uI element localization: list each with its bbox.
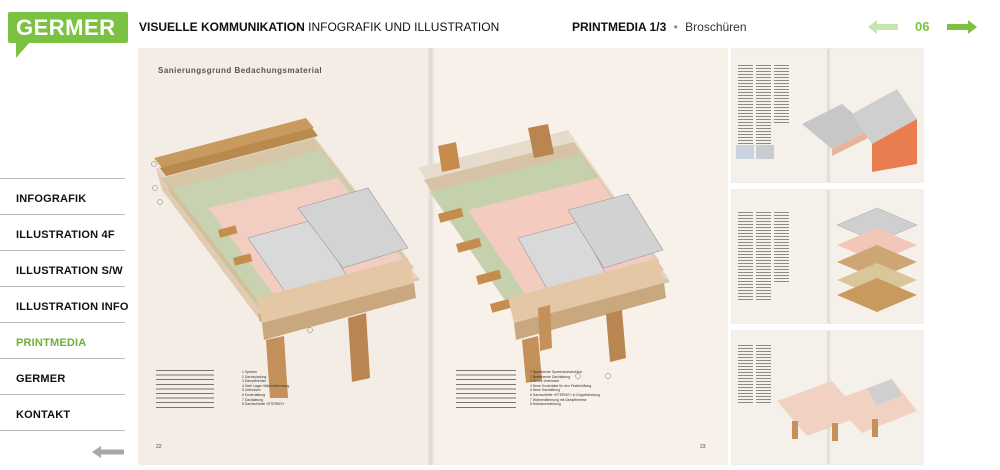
left-roof-section <box>152 118 421 398</box>
page-heading <box>572 20 747 34</box>
left-legend-item: 3 Dampfbremse <box>242 379 267 384</box>
left-caption-text <box>156 370 214 410</box>
right-legend-item: 1 Bestehende Sparrenkonstruktion <box>530 370 583 374</box>
nav-divider <box>0 430 125 431</box>
thumbnail-illustration <box>792 74 922 174</box>
logo-wordmark: GERMER <box>8 12 128 43</box>
nav-item-printmedia[interactable]: PRINTMEDIA <box>0 322 125 358</box>
left-legend-item: 8 Dachschindel «ETERNIT» <box>242 402 285 407</box>
arrow-right-icon[interactable] <box>947 20 977 34</box>
thumbnail-illustration <box>772 361 922 451</box>
nav-item-illustration-4f[interactable]: ILLUSTRATION 4F <box>0 214 125 250</box>
main-nav <box>0 178 129 431</box>
arrow-left-icon[interactable] <box>92 446 124 458</box>
page-number: 06 <box>915 19 930 34</box>
header-section: VISUELLE KOMMUNIKATION <box>139 20 305 34</box>
logo-speech-tail <box>16 42 30 58</box>
arrow-left-icon[interactable] <box>868 20 898 34</box>
left-legend <box>242 370 352 407</box>
roof-section-illustration <box>138 118 728 398</box>
nav-item-illustration-info[interactable]: ILLUSTRATION INFO <box>0 286 125 322</box>
brochure-spread[interactable] <box>138 48 728 465</box>
thumbnail-text-column <box>774 65 789 125</box>
nav-item-germer[interactable]: GERMER <box>0 358 125 394</box>
page-subtitle: Broschüren <box>685 20 747 34</box>
right-legend-item: 6 Dachschiefer «ETERNIT» in Doppeldeckung <box>530 392 600 397</box>
brochure-thumbnail[interactable] <box>731 189 924 324</box>
right-legend-item: 2 Bestehende Dachlattung <box>530 374 570 379</box>
thumbnail-text-column <box>738 345 753 405</box>
title-separator: • <box>673 20 678 34</box>
left-legend-item: 5 Unterdach <box>242 388 261 393</box>
right-caption-text <box>456 370 516 410</box>
left-legend-item: 2 Dachschalung <box>242 374 267 379</box>
header-title <box>139 20 499 34</box>
thumbnail-text-column <box>756 345 771 405</box>
left-legend-item: 6 Konterlattung <box>242 392 265 397</box>
page-folio-right: 23 <box>700 444 706 450</box>
thumbnail-text-column <box>738 65 753 145</box>
brochure-thumbnail[interactable] <box>731 48 924 183</box>
nav-item-kontakt[interactable]: KONTAKT <box>0 394 125 430</box>
thumbnail-gutter <box>826 190 831 323</box>
right-roof-section <box>418 124 670 383</box>
right-legend-item: 8 Holzbaverkleidung <box>530 402 561 407</box>
right-legend-item: 4 Neue Konterlatte für den Firstbelüftung <box>530 383 592 388</box>
germer-logo[interactable] <box>8 12 128 60</box>
right-legend <box>530 370 660 407</box>
left-legend-item: 1 Sparren <box>242 370 257 374</box>
right-legend-item: 7 Wärmedämmung mit Dampfbremse <box>530 397 587 402</box>
thumbnail-text-column <box>738 212 753 302</box>
nav-item-illustration-sw[interactable]: ILLUSTRATION S/W <box>0 250 125 286</box>
pager <box>865 16 980 38</box>
right-legend-item: 5 Neue Dachlattung <box>530 388 560 393</box>
thumbnail-swatches <box>736 145 776 159</box>
left-legend-item: 4 Zwei Lagen Wärmedämmung <box>242 383 290 388</box>
thumbnail-text-column <box>756 212 771 302</box>
right-legend-item: 3 Neues Unterdach <box>530 379 560 384</box>
page-folio-left: 22 <box>156 444 162 450</box>
nav-item-infografik[interactable]: INFOGRAFIK <box>0 178 125 214</box>
thumbnail-text-column <box>756 65 771 145</box>
thumbnail-text-column <box>774 212 789 282</box>
header-subsection: INFOGRAFIK UND ILLUSTRATION <box>308 20 500 34</box>
page-title: PRINTMEDIA 1/3 <box>572 20 667 34</box>
left-legend-item: 7 Dachlattung <box>242 397 263 402</box>
spread-title: Sanierungsgrund Bedachungsmaterial <box>158 66 323 75</box>
thumbnail-illustration <box>832 200 922 315</box>
brochure-thumbnail[interactable] <box>731 330 924 465</box>
